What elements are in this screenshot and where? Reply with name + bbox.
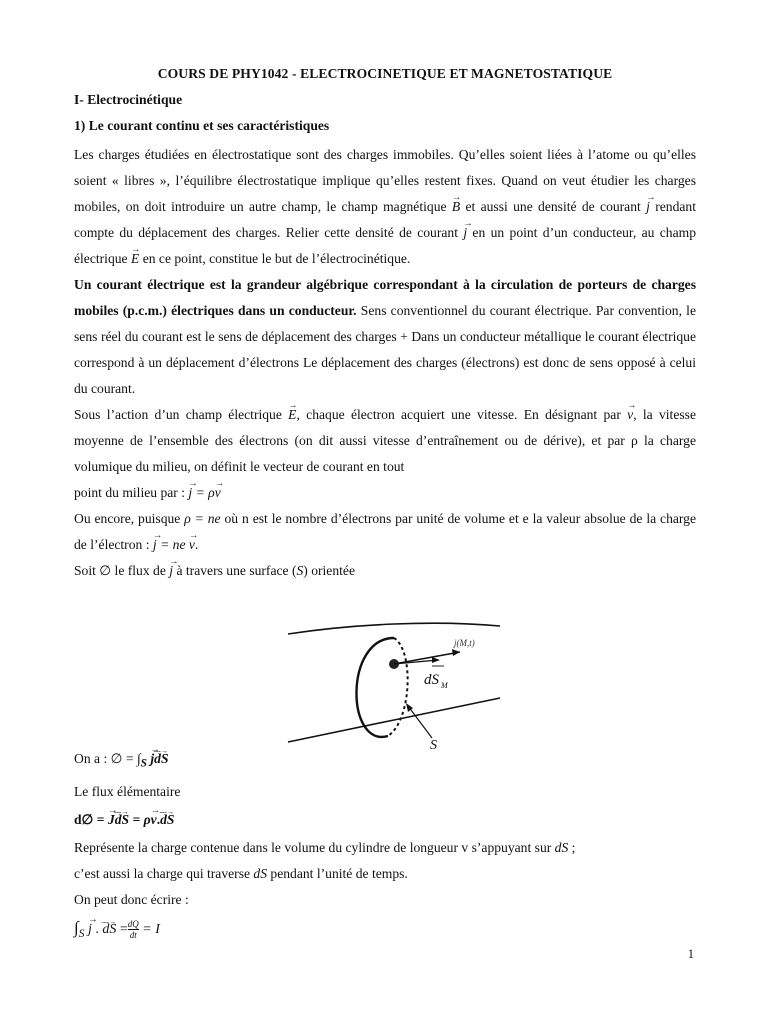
vector-E: → E [288, 402, 296, 428]
fraction: $\frac{dQ}{dt}$ [127, 919, 139, 940]
paragraph-2: Un courant électrique est la grandeur algébrique correspondant à la circulation de porteurs de charges mobiles (p.c.m.) électriques dans un conducteur. Sens conventionnel du courant électrique. Par convention, le sens réel du courant est le sens de déplacement des charges + Dans un conducteur métallique le courant électrique correspond à un déplacement d’électrons Le déplacement des charges (électrons) est donc de sens opposé à celui du courant. [74, 277, 696, 396]
label-ds-sub: M [441, 681, 448, 690]
document-title: COURS DE PHY1042 - ELECTROCINETIQUE ET MAGNETOSTATIQUE [157, 66, 613, 81]
tube-lower-edge [288, 698, 500, 742]
elementary-flux-equation: d∅ = → J- - - → dS = ρ→ v.- - - → dS [74, 805, 696, 835]
vector-v: → v [627, 402, 633, 428]
paragraph-8: On peut donc écrire : [74, 891, 189, 907]
paragraph-4: Ou encore, puisque ρ = ne où n est le nombre d’électrons par unité de volume et e la valeur absolue de la charge de l’électron : → j = ne → v. [74, 506, 696, 558]
tube-upper-edge [288, 623, 500, 634]
label-s: S [430, 738, 437, 753]
current-integral-equation: $\int_S \to j$ . - - - → dS = $\frac{dQ}{dt}$ = I [74, 913, 696, 949]
surface-front-edge [356, 638, 394, 737]
paragraph-1: Les charges étudiées en électrostatique sont des charges immobiles. Qu’elles soient liées à l’atome ou qu’elles soient « libres », l’équilibre électrostatique implique qu’elles restent fixes. Quand on veut étudier les charges mobiles, on doit introduire un autre champ, le champ magnétique → B et aussi une densité de courant → j rendant compte du déplacement des charges. Relier cette densité de courant → j en un point d’un conducteur, au champ électrique → E en ce point, constitue le but de l’électrocinétique. [74, 142, 696, 272]
paragraph-3: Sous l’action d’un champ électrique → E, chaque électron acquiert une vitesse. En désignant par → v, la vitesse moyenne de l’ensemble des électrons (on dit aussi vitesse d’entraînement ou de dérive), et par ρ la charge volumique du milieu, on définit le vecteur de courant en tout [74, 402, 696, 480]
document-page-lower [74, 744, 696, 949]
vector-j: → j [463, 220, 467, 246]
s-pointer-line [408, 706, 432, 738]
subsection-heading: 1) Le courant continu et ses caractéristiques [74, 118, 330, 133]
definition-text: Un courant électrique est la grandeur algébrique correspondant à la circulation de porteurs de charges mobiles (p.c.m.) électriques dans un conducteur. [74, 277, 696, 318]
section-heading: I- Electrocinétique [74, 92, 183, 107]
paragraph-6: Représente la charge contenue dans le volume du cylindre de longueur v s’appuyant sur dS ; [74, 839, 576, 855]
flux-intro: Soit ∅ le flux de → j à travers une surface (S) orientée [74, 558, 696, 584]
label-j: j(M,t) [454, 638, 475, 648]
flux-equation: On a : ∅ = $\int_S \to j-$ - - → dS [74, 744, 696, 779]
document-page [74, 66, 696, 584]
page-number: 1 [687, 947, 694, 961]
flux-tube-figure [284, 620, 504, 755]
label-ds: dS [424, 672, 439, 688]
elementary-flux-label: Le flux élémentaire [74, 783, 181, 799]
current-density-definition: point du milieu par : → j = ρ→ v [74, 480, 696, 506]
paragraph-7: c’est aussi la charge qui traverse dS pendant l’unité de temps. [74, 865, 408, 881]
vector-B: → B [452, 194, 460, 220]
vector-E: → E [131, 246, 139, 272]
vector-j: → j [646, 194, 650, 220]
